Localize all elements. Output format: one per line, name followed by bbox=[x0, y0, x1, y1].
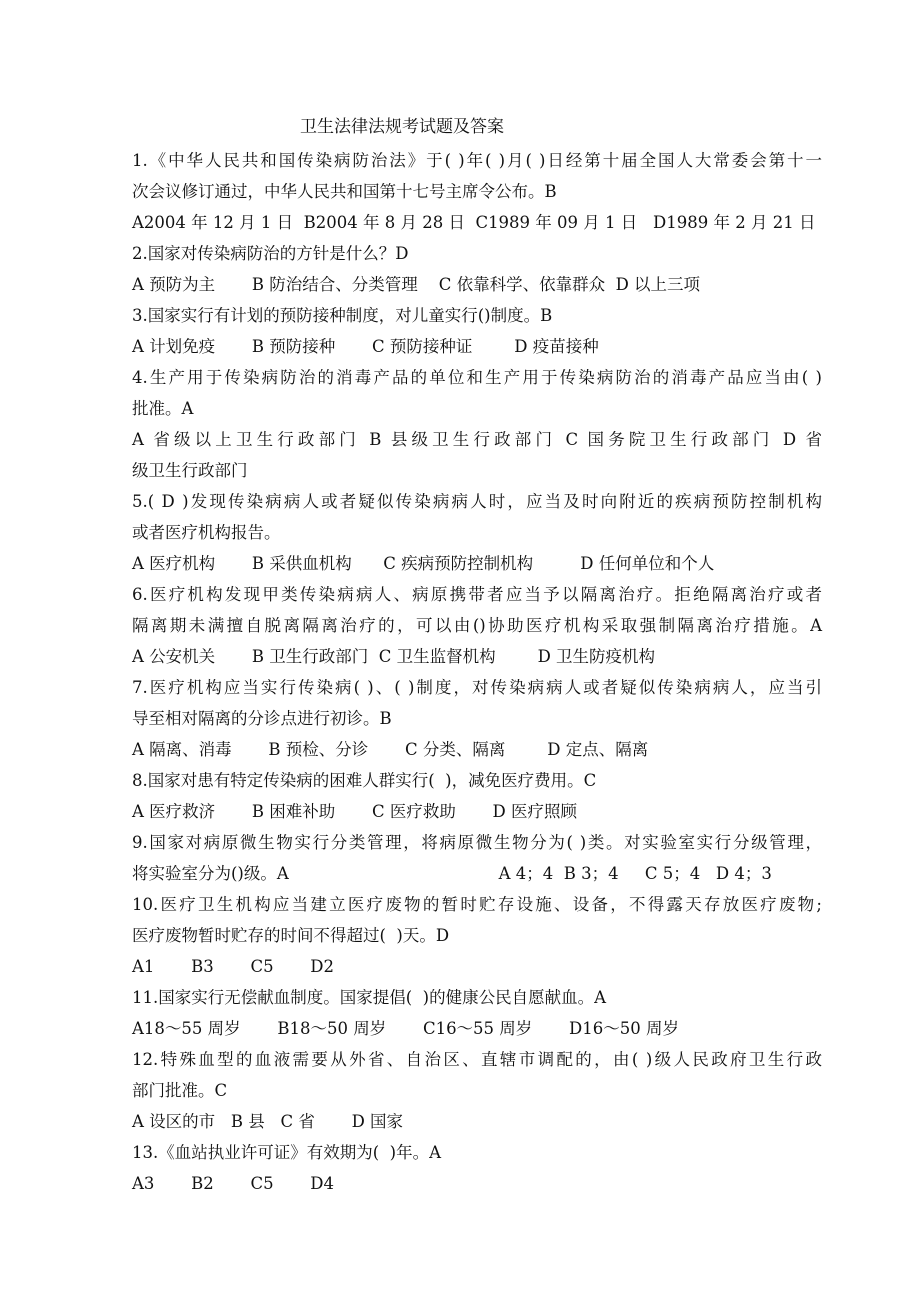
text-line: 11.国家实行无偿献血制度。国家提倡( )的健康公民自愿献血。A bbox=[132, 988, 607, 1007]
text-line: 13.《血站执业许可证》有效期为( )年。A bbox=[132, 1143, 442, 1162]
text-line: 批准。A bbox=[132, 399, 194, 418]
text-line: A 省级以上卫生行政部门 B 县级卫生行政部门 C 国务院卫生行政部门 D 省 bbox=[132, 430, 822, 449]
text-line: 10.医疗卫生机构应当建立医疗废物的暂时贮存设施、设备，不得露天存放医疗废物; bbox=[132, 895, 822, 914]
question-list bbox=[132, 145, 822, 1199]
text-line: A 计划免疫 B 预防接种 C 预防接种证 D 疫苗接种 bbox=[132, 337, 599, 356]
text-line: 9.国家对病原微生物实行分类管理，将病原微生物分为( )类。对实验室实行分级管理， bbox=[132, 833, 822, 852]
text-line: 级卫生行政部门 bbox=[132, 461, 248, 480]
text-line: A 医疗机构 B 采供血机构 C 疾病预防控制机构 D 任何单位和个人 bbox=[132, 554, 715, 573]
text-line: A1 B3 C5 D2 bbox=[132, 957, 335, 976]
text-line: 4.生产用于传染病防治的消毒产品的单位和生产用于传染病防治的消毒产品应当由( ) bbox=[132, 368, 822, 387]
text-line: A 医疗救济 B 困难补助 C 医疗救助 D 医疗照顾 bbox=[132, 802, 578, 821]
text-line: A18～55 周岁 B18～50 周岁 C16～55 周岁 D16～50 周岁 bbox=[132, 1019, 679, 1038]
text-line: A 公安机关 B 卫生行政部门 C 卫生监督机构 D 卫生防疫机构 bbox=[132, 647, 656, 666]
text-line: 8.国家对患有特定传染病的困难人群实行( )，减免医疗费用。C bbox=[132, 771, 597, 790]
text-line: 7.医疗机构应当实行传染病( )、( )制度，对传染病病人或者疑似传染病病人，应当引 bbox=[132, 678, 822, 697]
text-line: A3 B2 C5 D4 bbox=[132, 1174, 335, 1193]
text-line: 2.国家对传染病防治的方针是什么？D bbox=[132, 244, 409, 263]
text-line: 医疗废物暂时贮存的时间不得超过( )天。D bbox=[132, 926, 450, 945]
text-line: 或者医疗机构报告。 bbox=[132, 523, 281, 542]
text-line: 导至相对隔离的分诊点进行初诊。B bbox=[132, 709, 392, 728]
text-line: 3.国家实行有计划的预防接种制度，对儿童实行()制度。B bbox=[132, 306, 553, 325]
text-line: 部门批准。C bbox=[132, 1081, 228, 1100]
text-line: 次会议修订通过，中华人民共和国第十七号主席令公布。B bbox=[132, 182, 557, 201]
text-line: A 预防为主 B 防治结合、分类管理 C 依靠科学、依靠群众 D 以上三项 bbox=[132, 275, 701, 294]
text-line: A 设区的市 B 县 C 省 D 国家 bbox=[132, 1112, 404, 1131]
text-line: A 隔离、消毒 B 预检、分诊 C 分类、隔离 D 定点、隔离 bbox=[132, 740, 649, 759]
text-line: 5.( D )发现传染病病人或者疑似传染病病人时，应当及时向附近的疾病预防控制机构 bbox=[132, 492, 822, 511]
text-line: 12.特殊血型的血液需要从外省、自治区、直辖市调配的，由( )级人民政府卫生行政 bbox=[132, 1050, 822, 1069]
text-line: 6.医疗机构发现甲类传染病病人、病原携带者应当予以隔离治疗。拒绝隔离治疗或者 bbox=[132, 585, 822, 604]
text-line: 1.《中华人民共和国传染病防治法》于( )年( )月( )日经第十届全国人大常委会第十一 bbox=[132, 151, 822, 170]
document-title: 卫生法律法规考试题及答案 bbox=[300, 117, 504, 137]
text-line: 将实验室分为()级。A A 4；4 B 3；4 C 5；4 D 4；3 bbox=[132, 864, 772, 883]
text-line: A2004 年 12 月 1 日 B2004 年 8 月 28 日 C1989 年 09 月 1 日 D1989 年 2 月 21 日 bbox=[132, 213, 816, 232]
text-line: 隔离期未满擅自脱离隔离治疗的，可以由()协助医疗机构采取强制隔离治疗措施。A bbox=[132, 616, 822, 635]
